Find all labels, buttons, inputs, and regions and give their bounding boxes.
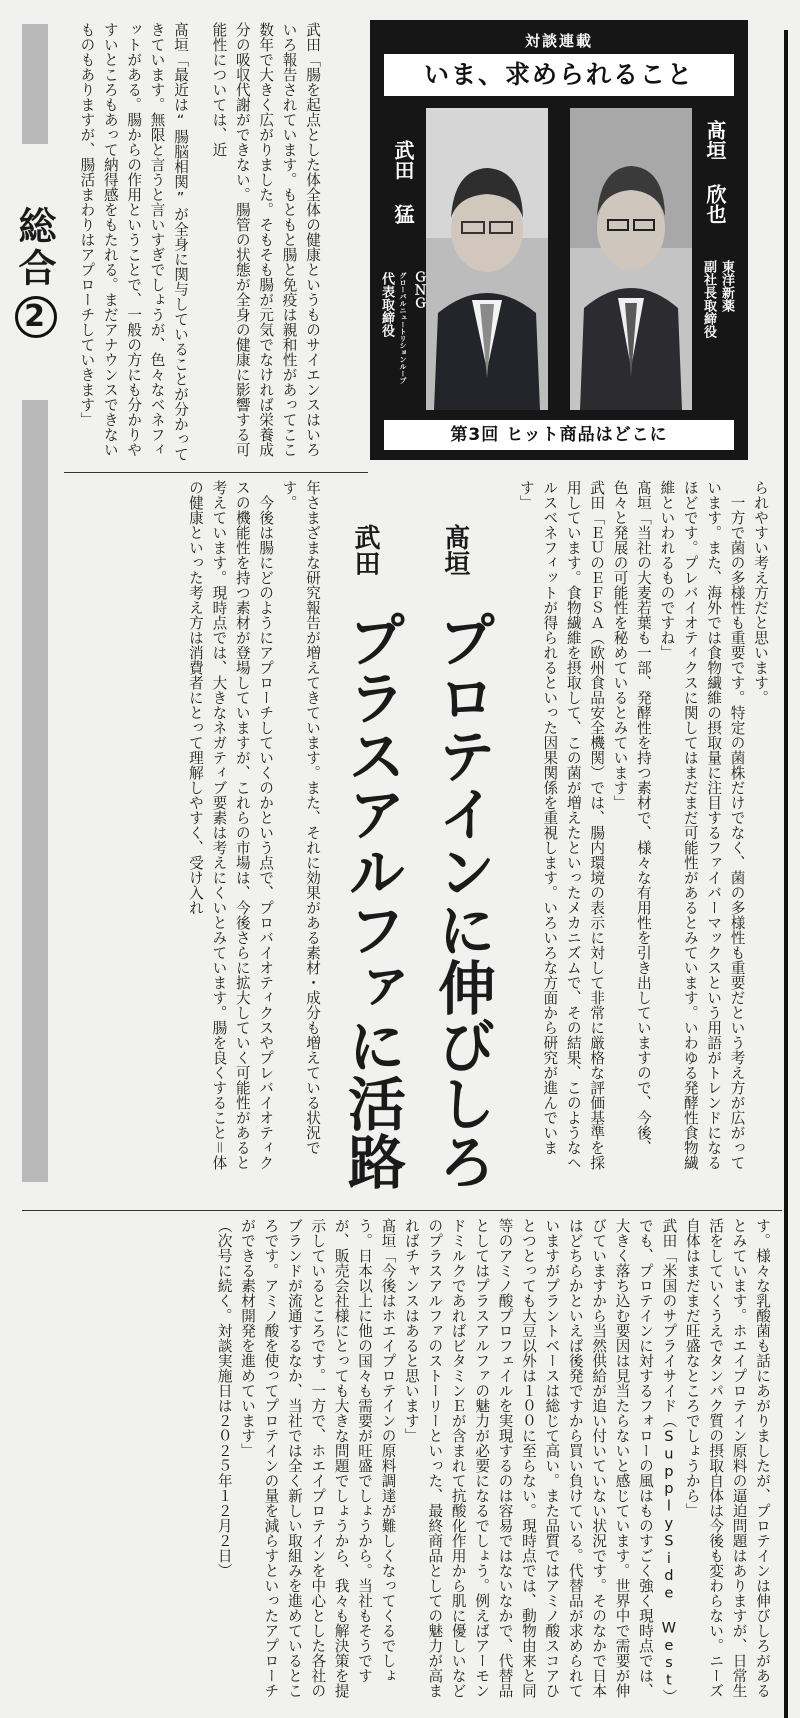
- guest-right-company: 東洋新薬: [719, 260, 734, 312]
- column-middle-right: られやすい考え方だと思います。 一方で菌の多様性も重要です。特定の菌株だけでなく、菌の多様性も重要だという考え方が広がっています。また、海外では食物繊維の摂取量に注目するファイバーマックスという用語がトレンドになるほどです。プレバイオティクスに関してはまだまだ可能性があるとみています。いわゆる発酵性食物繊維といわれるものですね」 髙垣「当社の大麦若葉も一部、発酵性を持つ素材で、様々な有用性を引き出していますので、今後、色々と発展の可能性を秘めているとみています」 武田「ＥＵのＥＦＳＡ（欧州食品安全機関）では、腸内環境の表示に対して非常に厳格な評価基準を採用しています。食物繊維を摂取して、この菌が増えたといったメカニズムで、その結果、このようなヘルスベネフィットが得られるといった因果関係を重視します。いろいろな方面から研究が進んでいます」: [517, 480, 769, 1170]
- column-upper-left-0: 髙垣「最近は“腸脳相関”が全身に関与していることが分かってきています。無限と言うと言いすぎでしょうが、色々なベネフィットがある。腸からの作用ということで、一般の方にも分かりやすいところもあって納得感をもたれる。まだアナウンスできないものもありますが、腸活まわりはアプローチしていきます」: [78, 22, 189, 462]
- column-bottom: す。様々な乳酸菌も話にあがりましたが、プロテインは伸びしろがあるとみています。ホエイプロテイン原料の逼迫問題はありますが、日常生活をしていくうえでタンパク質の摂取自体は今後も変わらない。ニーズ自体はまだまだ旺盛なところでしょうから」 武田「米国のサプライサイド（SupplySide West）でも、プロテインに対するフォローの風はものすごく強く現時点では、大きく落ち込む要因は見当たらないと感じています。世界中で需要が伸びていますから当然供給が追い付いていない状況です。そのなかで日本はどちらかといえば後発ですから買い負けている。代替品が求められていますがプラントベースは総じて高い。また品質ではアミノ酸スコアひとつとっても大豆以外は１００に至らない。現時点では、動物由来と同等のアミノ酸プロフェイルを実現するのは容易ではないなかで、代替品としてはプラスアルファの魅力が必要になるでしょう。例えばアーモンドミルクであればビタミンＥが含まれて抗酸化作用から肌に優しいなどのプラスアルファのストーリーといった、最終商品としての魅力が高まればチャンスはあると思います」 髙垣「今後はホエイプロテインの原料調達が難しくなってくるでしょう。日本以上に他の国々も需要が旺盛でしょうから。当社もそうですが、販売会社様にとっても大きな問題でしょうから、我々も解決策を提示しているところです。一方で、ホエイプロテインを中心とした各社のブランドが流通するなか、当社では全く新しい取組みを進めているところです。アミノ酸を使ってプロテインの量を減らすといったアプローチができる素材開発を進めています」 （次号に続く。対談実施日は２０２５年１２月２日）: [215, 1218, 771, 1704]
- section-label: [6, 152, 62, 392]
- column-upper-left-1: 武田「腸を起点とした体全体の健康というものサイエンスはいろいろ報告されています。もともと腸と免疫は親和性があってここ数年で大きく広がりました。そもそも腸が元気でなければ栄養成分の吸収代謝ができない。腸管の状態が全身の健康に影響する可能性については、近: [210, 22, 321, 457]
- series-label: 対談連載: [524, 32, 593, 50]
- headline-line-1: プロテインに伸びしろ: [428, 610, 496, 1190]
- guest-left-company: ＧＮＧ: [411, 270, 426, 309]
- section-name: 総合: [12, 206, 56, 290]
- column-rule-2: [22, 1210, 782, 1211]
- guest-left-name: 武田 猛: [391, 140, 415, 224]
- column-middle-left: 年さまざまな研究報告が増えてきています。また、それに効果がある素材・成分も増えている状況です。 今後は腸にどのようにアプローチしていくのかという点で、プロバイオティクスやプレバイオティクスの機能性を持つ素材が登場していますが、これらの市場は、今後さらに拡大していく可能性があると考えています。現時点では、大きなネガティブ要素は考えにくいとみています。腸を良くすること＝体の健康といった考え方は消費者にとって理解しやすく、受け入れ: [186, 480, 321, 1170]
- headline-line-2: プラスアルファに活路: [338, 610, 406, 1190]
- section-number: 2: [15, 296, 57, 338]
- guest-left-role: 代表取締役: [379, 272, 394, 337]
- portrait-takagaki: [570, 108, 692, 410]
- headline-name-1: 髙垣: [440, 524, 470, 576]
- series-title: いま、求められること: [384, 54, 734, 96]
- headline-name-2: 武田: [350, 524, 380, 576]
- series-header: [370, 20, 748, 460]
- column-rule-1: [64, 472, 368, 473]
- section-bar-top: [22, 24, 48, 144]
- guest-right-role: 副社長取締役: [701, 260, 716, 338]
- guest-right-name: 髙垣 欣也: [703, 120, 727, 224]
- portrait-takeda: [426, 108, 548, 410]
- page-edge-rule: [784, 30, 788, 1718]
- guest-left-company-sub: グローバルニュートリションループ: [399, 272, 407, 384]
- series-subtitle: 第3回 ヒット商品はどこに: [384, 420, 734, 450]
- section-bar-bottom: [22, 400, 48, 1182]
